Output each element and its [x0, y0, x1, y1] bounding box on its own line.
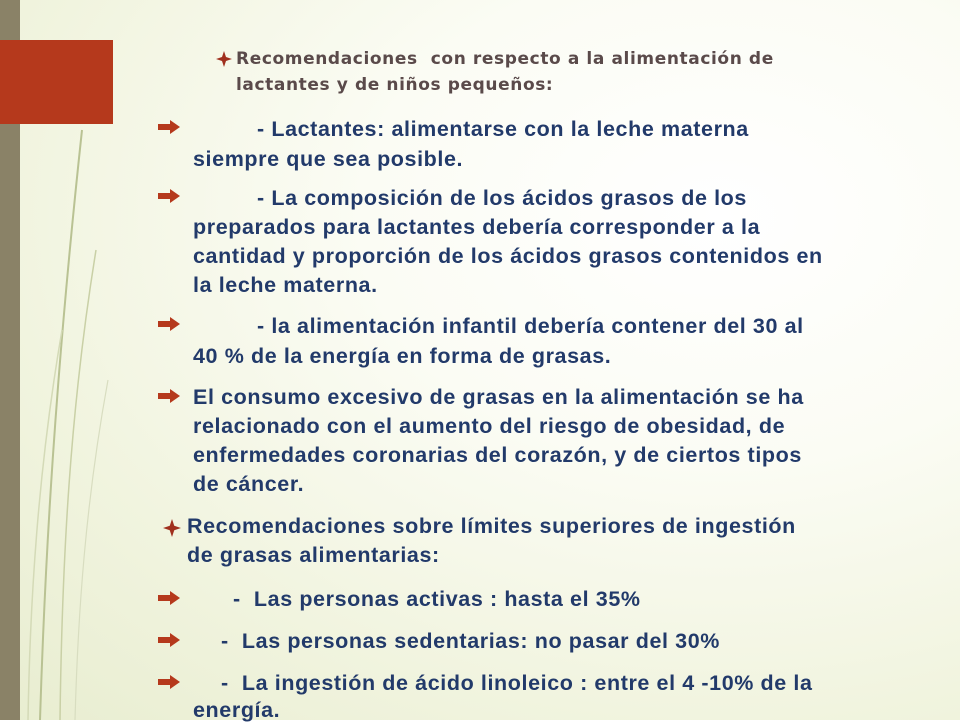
arrow-right-icon: [158, 316, 180, 335]
bullet-6-line-1: - Las personas sedentarias: no pasar del 30%: [221, 629, 720, 653]
bullet-2-line-4: la leche materna.: [193, 273, 378, 297]
bullet-2-line-1: - La composición de los ácidos grasos de los: [257, 186, 747, 210]
bullet-1-line-1: - Lactantes: alimentarse con la leche materna: [257, 117, 749, 141]
bullet-3-line-1: - la alimentación infantil debería contener del 30 al: [257, 314, 804, 338]
arrow-right-icon: [158, 632, 180, 651]
bullet-2-line-3: cantidad y proporción de los ácidos grasos contenidos en: [193, 244, 823, 268]
arrow-right-icon: [158, 674, 180, 693]
diamond-four-icon: [163, 519, 181, 541]
bullet-4-line-1: El consumo excesivo de grasas en la alimentación se ha: [193, 385, 804, 409]
bullet-3-line-2: 40 % de la energía en forma de grasas.: [193, 344, 612, 368]
bullet-4-line-2: relacionado con el aumento del riesgo de obesidad, de: [193, 414, 786, 438]
arrow-right-icon: [158, 388, 180, 407]
arrow-right-icon: [158, 188, 180, 207]
bullet-1-line-2: siempre que sea posible.: [193, 147, 464, 171]
bullet-7-line-1: - La ingestión de ácido linoleico : entre el 4 -10% de la: [221, 671, 813, 695]
bullet-4-line-4: de cáncer.: [193, 472, 305, 496]
diamond-four-icon: [216, 51, 232, 71]
heading-1-line-1: Recomendaciones con respecto a la alimentación de: [236, 49, 774, 69]
decorative-grass-lines: [0, 0, 140, 720]
heading-1-line-2: lactantes y de niños pequeños:: [236, 75, 554, 95]
heading-2-line-1: Recomendaciones sobre límites superiores de ingestión: [187, 514, 796, 538]
arrow-right-icon: [158, 590, 180, 609]
arrow-right-icon: [158, 119, 180, 138]
heading-2-line-2: de grasas alimentarias:: [187, 543, 440, 567]
bullet-4-line-3: enfermedades coronarias del corazón, y de ciertos tipos: [193, 443, 802, 467]
bullet-7-line-2: energía.: [193, 698, 281, 722]
bullet-5-line-1: - Las personas activas : hasta el 35%: [233, 587, 641, 611]
bullet-2-line-2: preparados para lactantes debería corresponder a la: [193, 215, 761, 239]
